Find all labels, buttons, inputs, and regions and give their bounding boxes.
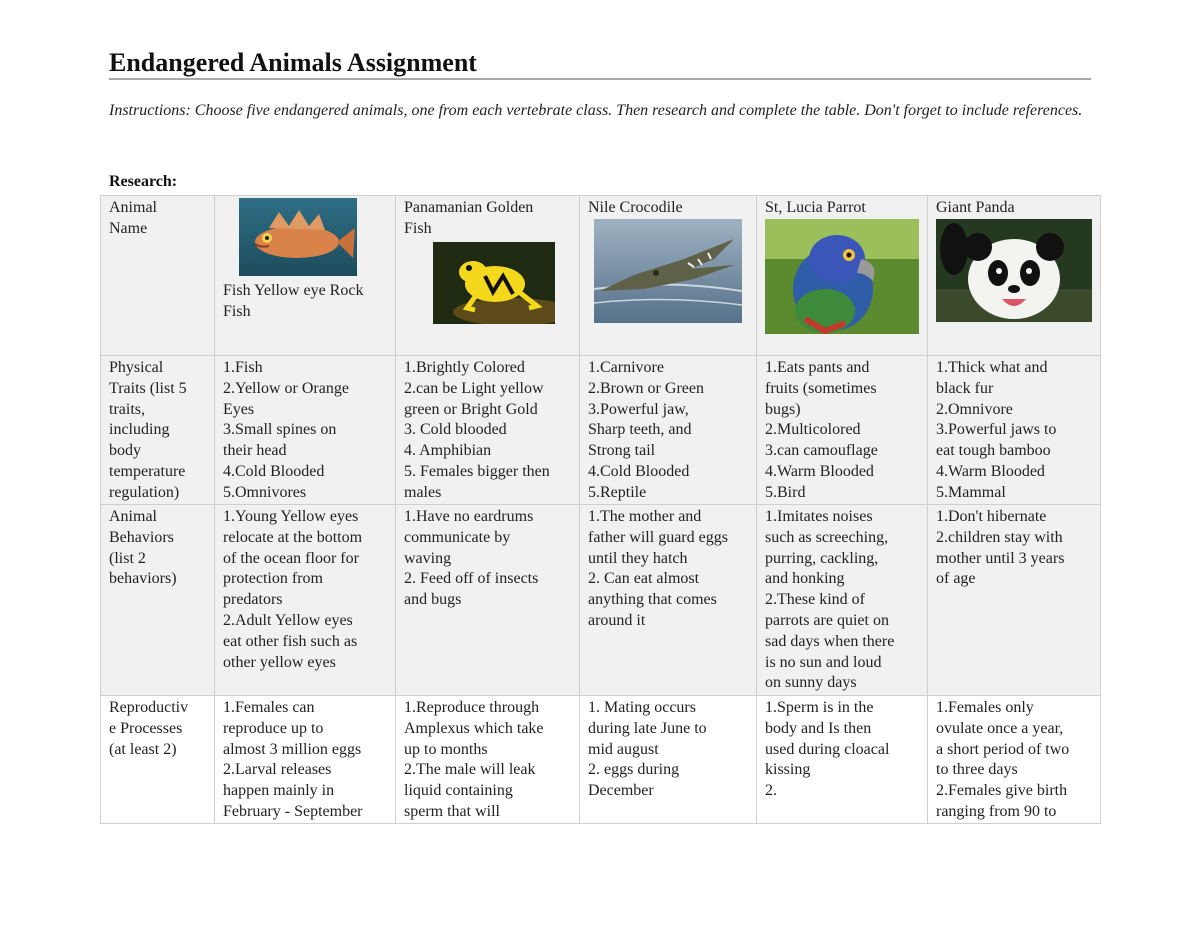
- cell-line: 3.can camouflage: [765, 442, 878, 460]
- cell-line: 1.Sperm is in the: [765, 699, 874, 716]
- cell-line: father will guard eggs: [588, 528, 728, 546]
- cell-line: sperm that will: [404, 802, 500, 820]
- page-title: Endangered Animals Assignment: [109, 48, 477, 77]
- reproduction-cell-rockfish: [215, 696, 396, 824]
- cell-line: 2.: [765, 782, 777, 800]
- cell-line: 5.Mammal: [936, 483, 1006, 501]
- cell-line: Eyes: [223, 400, 255, 418]
- row-label-line: Physical: [109, 359, 164, 376]
- row-label-line: temperature: [109, 462, 186, 480]
- traits-cell-golden-frog: [396, 356, 580, 505]
- cell-line: 4. Amphibian: [404, 442, 492, 460]
- cell-line: 1.Brightly Colored: [404, 359, 525, 376]
- cell-line: other yellow eyes: [223, 653, 336, 671]
- cell-line: 2.Larval releases: [223, 761, 332, 779]
- table-row-behaviors: [101, 505, 1101, 696]
- reproduction-cell-nile-crocodile: [580, 696, 757, 824]
- cell-line: mid august: [588, 740, 659, 758]
- animals-table: [100, 195, 1101, 824]
- cell-line: 1.Have no eardrums: [404, 508, 534, 525]
- cell-line: such as screeching,: [765, 528, 889, 546]
- animal-name-line: Fish: [223, 302, 251, 320]
- row-label-line: Animal: [109, 199, 157, 216]
- cell-line: 2.These kind of: [765, 591, 865, 609]
- cell-line: to three days: [936, 761, 1018, 779]
- cell-line: 2.Yellow or Orange: [223, 379, 349, 397]
- cell-line: 1.Young Yellow eyes: [223, 508, 359, 525]
- cell-line: 1.Eats pants and: [765, 359, 870, 376]
- cell-line: is no sun and loud: [765, 653, 882, 671]
- animal-name-line: Panamanian Golden: [404, 199, 534, 216]
- cell-line: purring, cackling,: [765, 549, 879, 567]
- traits-cell-rockfish: [215, 356, 396, 505]
- row-label-line: behaviors): [109, 570, 177, 588]
- cell-line: green or Bright Gold: [404, 400, 538, 418]
- behaviors-cell-golden-frog: [396, 505, 580, 696]
- instructions-text: Instructions: Choose five endangered animals, one from each vertebrate class. Then research and complete the table. Don't forget to include references.: [109, 102, 1083, 119]
- animal-name-line: Giant Panda: [936, 199, 1015, 216]
- crocodile-photo: [594, 219, 742, 323]
- row-label-line: regulation): [109, 483, 180, 501]
- row-label-line: (at least 2): [109, 740, 177, 758]
- golden-frog-photo: [433, 242, 555, 324]
- cell-line: parrots are quiet on: [765, 611, 889, 629]
- cell-line: eat tough bamboo: [936, 442, 1051, 460]
- row-label-physical-traits: [101, 356, 215, 505]
- row-label-line: (list 2: [109, 549, 146, 567]
- cell-line: 1.The mother and: [588, 508, 702, 525]
- cell-line: used during cloacal: [765, 740, 890, 758]
- cell-line: 5. Females bigger then: [404, 462, 550, 480]
- cell-line: protection from: [223, 570, 323, 588]
- cell-line: Sharp teeth, and: [588, 421, 692, 439]
- cell-line: 1. Mating occurs: [588, 699, 696, 716]
- reproduction-cell-golden-frog: [396, 696, 580, 824]
- cell-line: 4.Warm Blooded: [765, 462, 874, 480]
- traits-cell-nile-crocodile: [580, 356, 757, 505]
- cell-line: December: [588, 782, 654, 800]
- cell-line: 2.Multicolored: [765, 421, 861, 439]
- panda-photo: [936, 219, 1092, 322]
- cell-line: anything that comes: [588, 591, 717, 609]
- cell-line: predators: [223, 591, 283, 609]
- cell-line: around it: [588, 611, 646, 629]
- cell-line: Amplexus which take: [404, 719, 544, 737]
- row-label-line: Reproductiv: [109, 699, 189, 716]
- cell-line: up to months: [404, 740, 488, 758]
- animal-cell-nile-crocodile: [580, 196, 757, 356]
- cell-line: 5.Omnivores: [223, 483, 307, 501]
- cell-line: reproduce up to: [223, 719, 324, 737]
- row-label-line: traits,: [109, 400, 145, 418]
- cell-line: 1.Don't hibernate: [936, 508, 1047, 525]
- cell-line: happen mainly in: [223, 782, 335, 800]
- cell-line: 3.Powerful jaw,: [588, 400, 689, 418]
- row-label-reproduction: [101, 696, 215, 824]
- animal-cell-st-lucia-parrot: [757, 196, 928, 356]
- cell-line: and honking: [765, 570, 845, 588]
- cell-line: of age: [936, 570, 976, 588]
- row-label-animal-name: [101, 196, 215, 356]
- parrot-photo: [765, 219, 919, 334]
- animal-name-line: Nile Crocodile: [588, 199, 683, 216]
- cell-line: 1.Females can: [223, 699, 315, 716]
- cell-line: 2.The male will leak: [404, 761, 536, 779]
- cell-line: 5.Bird: [765, 483, 806, 501]
- cell-line: 2.Females give birth: [936, 782, 1068, 800]
- cell-line: 2.Omnivore: [936, 400, 1013, 418]
- animal-cell-rockfish: [215, 196, 396, 356]
- table-row-reproduction: [101, 696, 1101, 824]
- cell-line: mother until 3 years: [936, 549, 1065, 567]
- behaviors-cell-st-lucia-parrot: [757, 505, 928, 696]
- cell-line: 2. eggs during: [588, 761, 680, 779]
- row-label-line: Animal: [109, 508, 157, 525]
- animal-name-line: Fish Yellow eye Rock: [223, 282, 364, 299]
- behaviors-cell-nile-crocodile: [580, 505, 757, 696]
- cell-line: 3.Powerful jaws to: [936, 421, 1057, 439]
- title-divider: [109, 78, 1091, 80]
- cell-line: their head: [223, 442, 287, 460]
- cell-line: 4.Cold Blooded: [588, 462, 690, 480]
- animal-name-line: Fish: [404, 219, 432, 237]
- row-label-line: e Processes: [109, 719, 183, 737]
- cell-line: 2.Adult Yellow eyes: [223, 611, 353, 629]
- cell-line: of the ocean floor for: [223, 549, 359, 567]
- cell-line: body and Is then: [765, 719, 872, 737]
- cell-line: and bugs: [404, 591, 462, 609]
- row-label-line: Traits (list 5: [109, 379, 187, 397]
- cell-line: waving: [404, 549, 452, 567]
- rockfish-photo: [239, 198, 357, 276]
- animal-cell-giant-panda: [928, 196, 1101, 356]
- cell-line: during late June to: [588, 719, 707, 737]
- cell-line: 2.children stay with: [936, 528, 1063, 546]
- cell-line: until they hatch: [588, 549, 688, 567]
- cell-line: almost 3 million eggs: [223, 740, 362, 758]
- cell-line: eat other fish such as: [223, 632, 358, 650]
- cell-line: 1.Fish: [223, 359, 263, 376]
- row-label-line: body: [109, 442, 141, 460]
- cell-line: ranging from 90 to: [936, 802, 1057, 820]
- cell-line: 2. Can eat almost: [588, 570, 700, 588]
- cell-line: February - September: [223, 802, 363, 820]
- row-label-line: Name: [109, 219, 148, 237]
- animal-cell-golden-frog: [396, 196, 580, 356]
- row-label-behaviors: [101, 505, 215, 696]
- reproduction-cell-st-lucia-parrot: [757, 696, 928, 824]
- row-label-line: Behaviors: [109, 528, 174, 546]
- cell-line: 3. Cold blooded: [404, 421, 507, 439]
- behaviors-cell-giant-panda: [928, 505, 1101, 696]
- cell-line: 1.Thick what and: [936, 359, 1048, 376]
- cell-line: 3.Small spines on: [223, 421, 337, 439]
- cell-line: Strong tail: [588, 442, 656, 460]
- cell-line: 5.Reptile: [588, 483, 647, 501]
- cell-line: bugs): [765, 400, 801, 418]
- cell-line: 4.Cold Blooded: [223, 462, 325, 480]
- cell-line: ovulate once a year,: [936, 719, 1064, 737]
- cell-line: 2. Feed off of insects: [404, 570, 539, 588]
- table-row-animal-name: [101, 196, 1101, 356]
- cell-line: on sunny days: [765, 674, 857, 692]
- cell-line: 1.Carnivore: [588, 359, 664, 376]
- reproduction-cell-giant-panda: [928, 696, 1101, 824]
- cell-line: fruits (sometimes: [765, 379, 877, 397]
- traits-cell-st-lucia-parrot: [757, 356, 928, 505]
- cell-line: 1.Imitates noises: [765, 508, 873, 525]
- cell-line: a short period of two: [936, 740, 1070, 758]
- behaviors-cell-rockfish: [215, 505, 396, 696]
- cell-line: 2.Brown or Green: [588, 379, 704, 397]
- cell-line: black fur: [936, 379, 994, 397]
- cell-line: 1.Females only: [936, 699, 1034, 716]
- cell-line: kissing: [765, 761, 811, 779]
- cell-line: 2.can be Light yellow: [404, 379, 544, 397]
- research-label: Research:: [109, 173, 178, 190]
- traits-cell-giant-panda: [928, 356, 1101, 505]
- row-label-line: including: [109, 421, 170, 439]
- cell-line: 4.Warm Blooded: [936, 462, 1045, 480]
- animal-name-line: St, Lucia Parrot: [765, 199, 866, 216]
- cell-line: 1.Reproduce through: [404, 699, 540, 716]
- cell-line: relocate at the bottom: [223, 528, 363, 546]
- cell-line: liquid containing: [404, 782, 513, 800]
- cell-line: communicate by: [404, 528, 511, 546]
- cell-line: sad days when there: [765, 632, 895, 650]
- table-row-physical-traits: [101, 356, 1101, 505]
- cell-line: males: [404, 483, 442, 501]
